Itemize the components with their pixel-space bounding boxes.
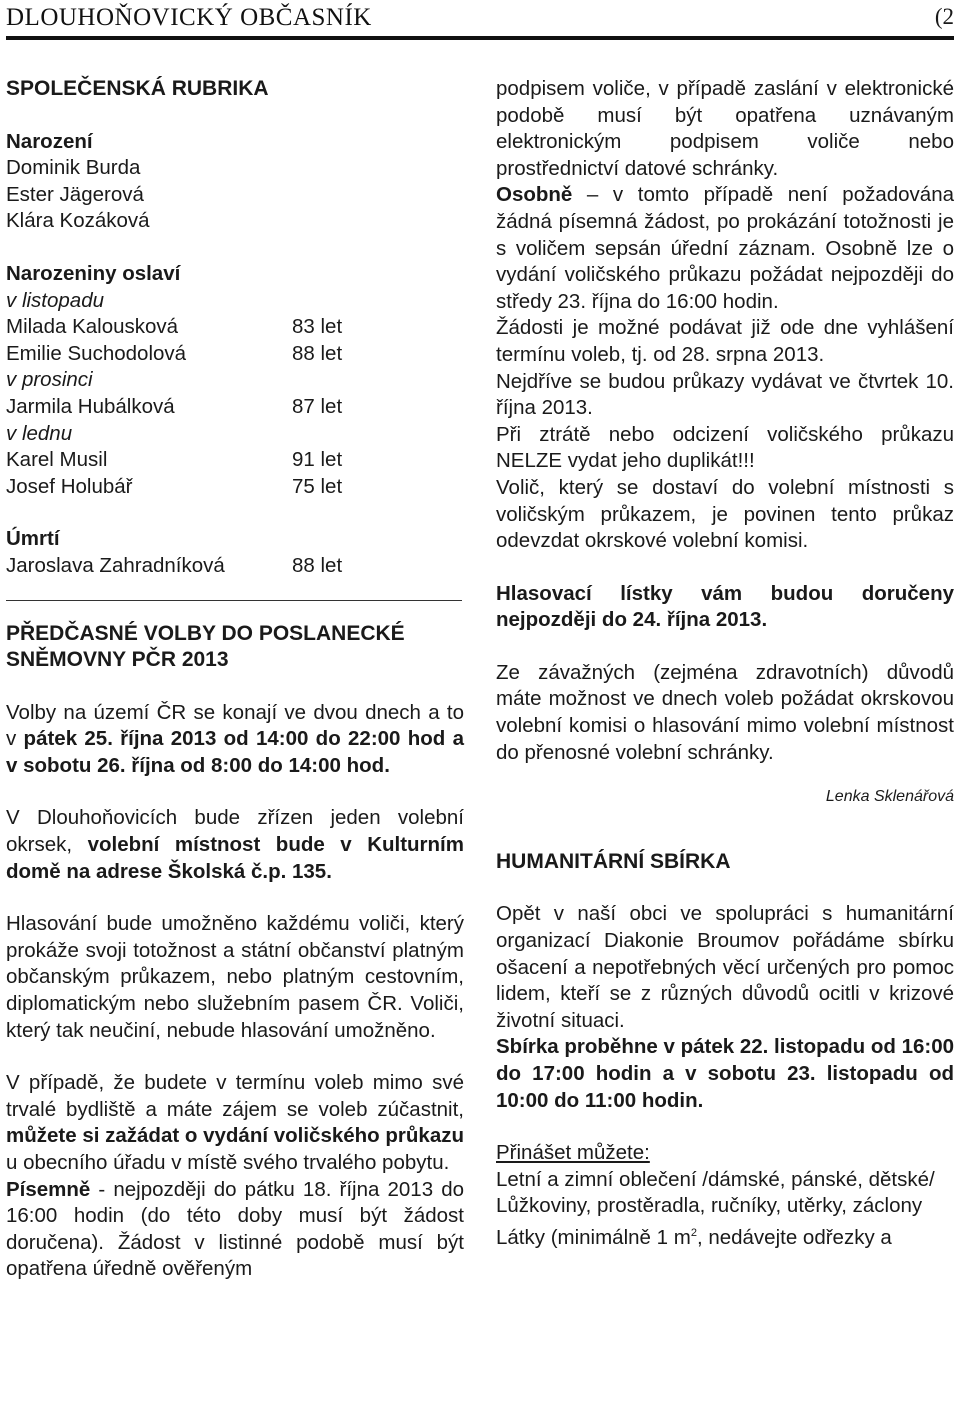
bring-item: Letní a zimní oblečení /dámské, pánské, dětské/ bbox=[496, 1167, 935, 1191]
person-age: 87 let bbox=[292, 394, 343, 418]
person-name: Josef Holubář bbox=[6, 474, 133, 498]
elections-title: PŘEDČASNÉ VOLBY DO POSLANECKÉ SNĚMOVNY PČR 2013 bbox=[6, 621, 405, 672]
social-section-title: SPOLEČENSKÁ RUBRIKA bbox=[6, 77, 269, 100]
in-person-request: Osobně – v tomto případě není požadována žádná písemná žádost, po prokázání totožnosti je s voličem sepsán úřední záznam. Osobně lze o vydání voličského průkazu požádat nejpozději do středy 23. října do 16:00 hodin. bbox=[496, 183, 954, 313]
issue-date: Nejdříve se budou průkazy vydávat ve čtvrtek 10. října 2013. bbox=[496, 369, 954, 420]
written-request-paragraph: Písemně - nejpozději do pátku 18. října 2013 do 16:00 hodin (do této doby musí být žádost doručena). Žádost v listinné podobě musí být opatřena úředně ověřeným bbox=[6, 1177, 464, 1281]
person-age: 88 let bbox=[292, 553, 343, 577]
lost-card-notice: Při ztrátě nebo odcizení voličského průkazu NELZE vydat jeho duplikát!!! bbox=[496, 422, 954, 473]
left-column bbox=[6, 76, 464, 1283]
person-name: Emilie Suchodolová bbox=[6, 341, 187, 365]
person-age: 88 let bbox=[292, 341, 343, 365]
birthday-row bbox=[6, 394, 464, 421]
signature-requirement: podpisem voliče, v případě zaslání v elektronické podobě musí být opatřena uznávaným elektronickým podpisem voliče nebo prostřednictví datové schránky. bbox=[496, 77, 954, 180]
charity-intro: Opět v naší obci ve spolupráci s humanitární organizací Diakonie Broumov pořádáme sbírku ošacení a nepotřebných věcí určených pro pomoc lidem, kteří se z různých důvodů ocitli v krizové životní situaci. bbox=[496, 902, 954, 1032]
bring-heading: Přinášet můžete: bbox=[496, 1141, 650, 1165]
birthdays-heading: Narozeniny oslaví bbox=[6, 261, 181, 285]
person-name: Karel Musil bbox=[6, 448, 108, 472]
ballots-delivery: Hlasovací lístky vám budou doručeny nejpozději do 24. října 2013. bbox=[496, 581, 954, 632]
month-label: v prosinci bbox=[6, 368, 93, 392]
month-label: v lednu bbox=[6, 421, 73, 445]
birth-name: Ester Jägerová bbox=[6, 182, 144, 206]
death-row bbox=[6, 553, 464, 580]
voter-card-paragraph: V případě, že budete v termínu voleb mimo své trvalé bydliště a máte zájem se voleb zúčastnit, můžete si zažádat o vydání voličského průkazu u obecního úřadu v místě svého trvalého pobytu. bbox=[6, 1071, 464, 1174]
voter-card-usage: Volič, který se dostaví do volební místnosti s voličským průkazem, je povinen tento průkaz odevzdat okrskové volební komisi. bbox=[496, 475, 954, 553]
page-header bbox=[6, 0, 954, 40]
birth-name: Dominik Burda bbox=[6, 156, 141, 180]
birth-name: Klára Kozáková bbox=[6, 209, 150, 233]
bring-item: Látky (minimálně 1 $m^2$, nedávejte odřezky a bbox=[496, 1225, 892, 1249]
birthday-row bbox=[6, 341, 464, 368]
birthday-row bbox=[6, 314, 464, 341]
person-name: Jarmila Hubálková bbox=[6, 394, 175, 418]
header-rule bbox=[6, 36, 954, 40]
person-age: 91 let bbox=[292, 448, 343, 472]
page-number: (2 bbox=[934, 4, 954, 29]
birthday-row bbox=[6, 474, 464, 501]
person-name: Milada Kalousková bbox=[6, 315, 179, 339]
births-heading: Narození bbox=[6, 129, 93, 153]
right-column bbox=[496, 76, 954, 1251]
charity-title: HUMANITÁRNÍ SBÍRKA bbox=[496, 849, 731, 873]
polling-place: V Dlouhoňovicích bude zřízen jeden volební okrsek, volební místnost bude v Kulturním domě na adrese Školská č.p. 135. bbox=[6, 806, 464, 883]
charity-dates: Sbírka proběhne v pátek 22. listopadu od 16:00 do 17:00 hodin a v sobotu 23. listopadu od 10:00 do 11:00 hodin. bbox=[496, 1035, 954, 1112]
voter-id-paragraph: Hlasování bude umožněno každému voliči, který prokáže svoji totožnost a státní občanství platným občanským průkazem, nebo platným cestovním, diplomatickým nebo služebním pasem ČR. Voliči, který tak neučiní, nebude hlasování umožněno. bbox=[6, 912, 464, 1042]
deaths-heading: Úmrtí bbox=[6, 527, 60, 551]
birthday-row bbox=[6, 447, 464, 474]
elections-dates: Volby na území ČR se konají ve dvou dnech a to v pátek 25. října 2013 od 14:00 do 22:00 hod a v sobotu 26. října od 8:00 do 14:00 hod. bbox=[6, 700, 464, 777]
person-age: 75 let bbox=[292, 474, 343, 498]
mobile-ballot-box: Ze závažných (zejména zdravotních) důvodů máte možnost ve dnech voleb požádat okrskovou volební komisi o hlasování mimo volební místnost do přenosné volební schránky. bbox=[496, 660, 954, 764]
request-start-date: Žádosti je možné podávat již ode dne vyhlášení termínu voleb, tj. od 28. srpna 2013. bbox=[496, 316, 954, 366]
bring-item: Lůžkoviny, prostěradla, ručníky, utěrky, záclony bbox=[496, 1194, 923, 1218]
person-name: Jaroslava Zahradníková bbox=[6, 553, 225, 577]
month-label: v listopadu bbox=[6, 288, 105, 312]
newsletter-title: DLOUHOŇOVICKÝ OBČASNÍK bbox=[6, 4, 372, 31]
person-age: 83 let bbox=[292, 315, 343, 339]
author-signature: Lenka Sklenářová bbox=[825, 788, 954, 806]
